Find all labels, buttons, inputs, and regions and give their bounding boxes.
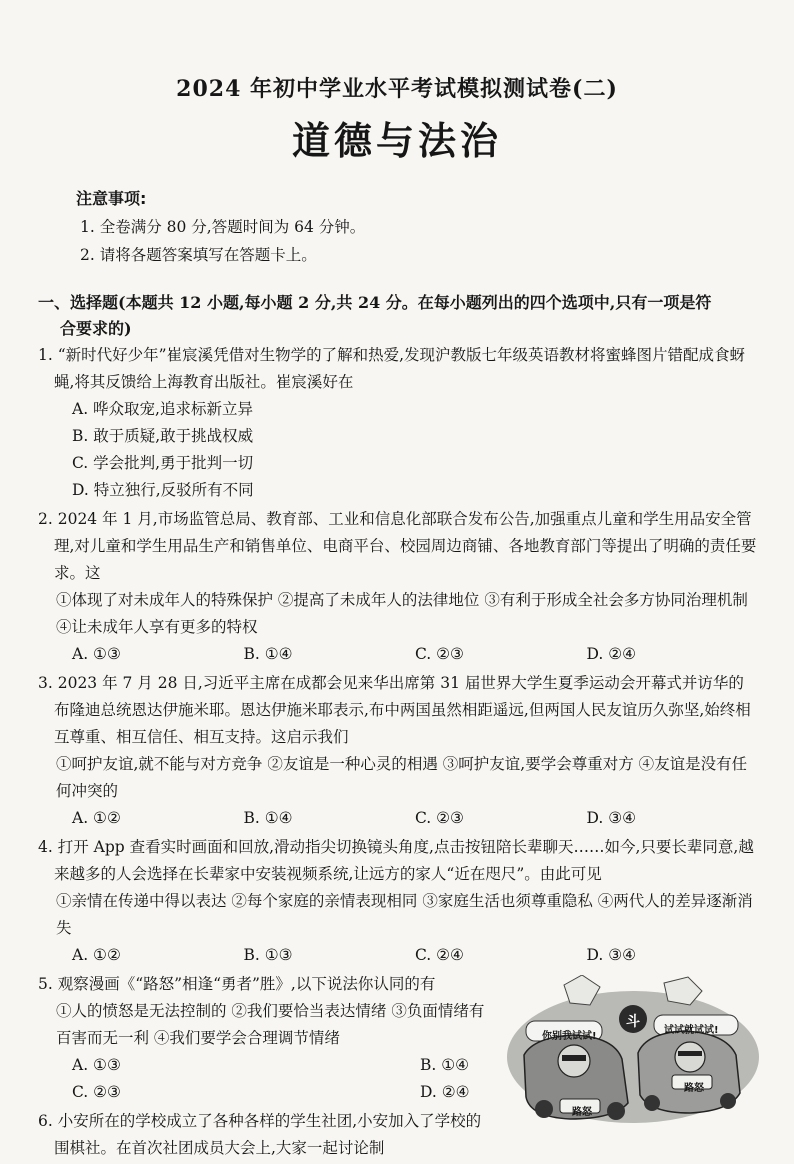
question-stem: 3. 2023 年 7 月 28 日,习近平主席在成都会见来华出席第 31 届世界大学生夏季运动会开幕式并访华的布隆迪总统恩达伊施米耶。恩达伊施米耶表示,布中两国虽然相距遥远,但两国人民友谊历久弥坚,始终相互尊重、相互信任、相互支持。这启示我们 xyxy=(38,674,751,746)
question-statements: ①人的愤怒是无法控制的 ②我们要恰当表达情绪 ③负面情绪有百害而无一利 ④我们要学会合理调节情绪 xyxy=(56,1002,485,1047)
option-list xyxy=(38,396,758,504)
cartoon-bubble-left: 你别我试试! xyxy=(542,1031,597,1042)
option-b: B. ①④ xyxy=(420,1056,470,1074)
section-heading xyxy=(38,290,758,342)
option-a: A. ①② xyxy=(72,946,121,964)
question-5-text xyxy=(38,971,488,1106)
question-statements: ①体现了对未成年人的特殊保护 ②提高了未成年人的法律地位 ③有利于形成全社会多方协同治理机制 ④让未成年人享有更多的特权 xyxy=(56,591,748,636)
option-a: A. ①③ xyxy=(72,1056,121,1074)
question-3 xyxy=(38,670,758,832)
option-b: B. 敢于质疑,敢于挑战权威 xyxy=(72,427,254,445)
question-statements: ①呵护友谊,就不能与对方竞争 ②友谊是一种心灵的相遇 ③呵护友谊,要学会尊重对方 ④友谊是没有任何冲突的 xyxy=(56,755,748,800)
question-stem: 6. 小安所在的学校成立了各种各样的学生社团,小安加入了学校的围棋社。在首次社团成员大会上,大家一起讨论制 xyxy=(38,1112,482,1157)
option-d: D. ②④ xyxy=(586,645,637,663)
question-stem: 5. 观察漫画《“路怒”相逢“勇者”胜》,以下说法你认同的有 xyxy=(38,975,436,993)
cartoon-drawing xyxy=(504,975,762,1125)
notes-title: 注意事项: xyxy=(76,189,147,208)
question-stem: 4. 打开 App 查看实时画面和回放,滑动指尖切换镜头角度,点击按钮陪长辈聊天……如今,只要长辈同意,越来越多的人会选择在长辈家中安装视频系统,让远方的家人“近在咫尺”。由此可见 xyxy=(38,838,754,883)
cartoon-plate-left: 路怒 xyxy=(572,1107,592,1118)
option-c: C. ②③ xyxy=(415,809,464,827)
option-list xyxy=(38,805,758,832)
question-statements: ①亲情在传递中得以表达 ②每个家庭的亲情表现相同 ③家庭生活也须尊重隐私 ④两代人的差异逐渐消失 xyxy=(56,892,753,937)
cartoon-bubble-right: 试试就试试! xyxy=(664,1025,719,1036)
note-item: 2. 请将各题答案填写在答题卡上。 xyxy=(80,246,317,264)
option-d: D. ③④ xyxy=(586,809,637,827)
cartoon-center-label: 斗 xyxy=(626,1014,640,1030)
option-d: D. ③④ xyxy=(586,946,637,964)
note-item: 1. 全卷满分 80 分,答题时间为 64 分钟。 xyxy=(80,218,366,236)
option-c: C. 学会批判,勇于批判一切 xyxy=(72,454,254,472)
option-c: C. ②④ xyxy=(415,946,464,964)
question-2 xyxy=(38,506,758,668)
option-c: C. ②③ xyxy=(72,1083,121,1101)
option-list xyxy=(38,641,758,668)
cartoon-plate-right: 路怒 xyxy=(684,1083,704,1094)
notes-block xyxy=(76,186,365,271)
question-1 xyxy=(38,342,758,504)
question-4 xyxy=(38,834,758,969)
option-d: D. 特立独行,反驳所有不同 xyxy=(72,481,254,499)
option-a: A. ①③ xyxy=(72,645,121,663)
question-5 xyxy=(38,971,758,1118)
section-heading-line1: 一、选择题(本题共 12 小题,每小题 2 分,共 24 分。在每小题列出的四个选项中,只有一项是符 xyxy=(38,293,712,312)
road-rage-cartoon xyxy=(504,975,762,1125)
option-list xyxy=(38,942,758,969)
question-stem: 2. 2024 年 1 月,市场监管总局、教育部、工业和信息化部联合发布公告,加强重点儿童和学生用品安全管理,对儿童和学生用品生产和销售单位、电商平台、校园周边商铺、各地教育部门等提出了明确的责任要求。这 xyxy=(38,510,757,582)
option-b: B. ①③ xyxy=(243,946,293,964)
section-heading-line2: 合要求的) xyxy=(60,319,132,338)
option-list xyxy=(38,1052,488,1106)
exam-title: 2024 年初中学业水平考试模拟测试卷(二) xyxy=(176,76,618,102)
option-c: C. ②③ xyxy=(415,645,464,663)
question-list xyxy=(38,342,758,1164)
option-b: B. ①④ xyxy=(243,809,293,827)
option-d: D. ②④ xyxy=(420,1083,470,1101)
option-a: A. ①② xyxy=(72,809,121,827)
option-b: B. ①④ xyxy=(243,645,293,663)
option-a: A. 哗众取宠,追求标新立异 xyxy=(72,400,253,418)
question-stem: 1. “新时代好少年”崔宸溪凭借对生物学的了解和热爱,发现沪教版七年级英语教材将蜜蜂图片错配成食蚜蝇,将其反馈给上海教育出版社。崔宸溪好在 xyxy=(38,346,745,391)
subject-title: 道德与法治 xyxy=(291,119,502,163)
